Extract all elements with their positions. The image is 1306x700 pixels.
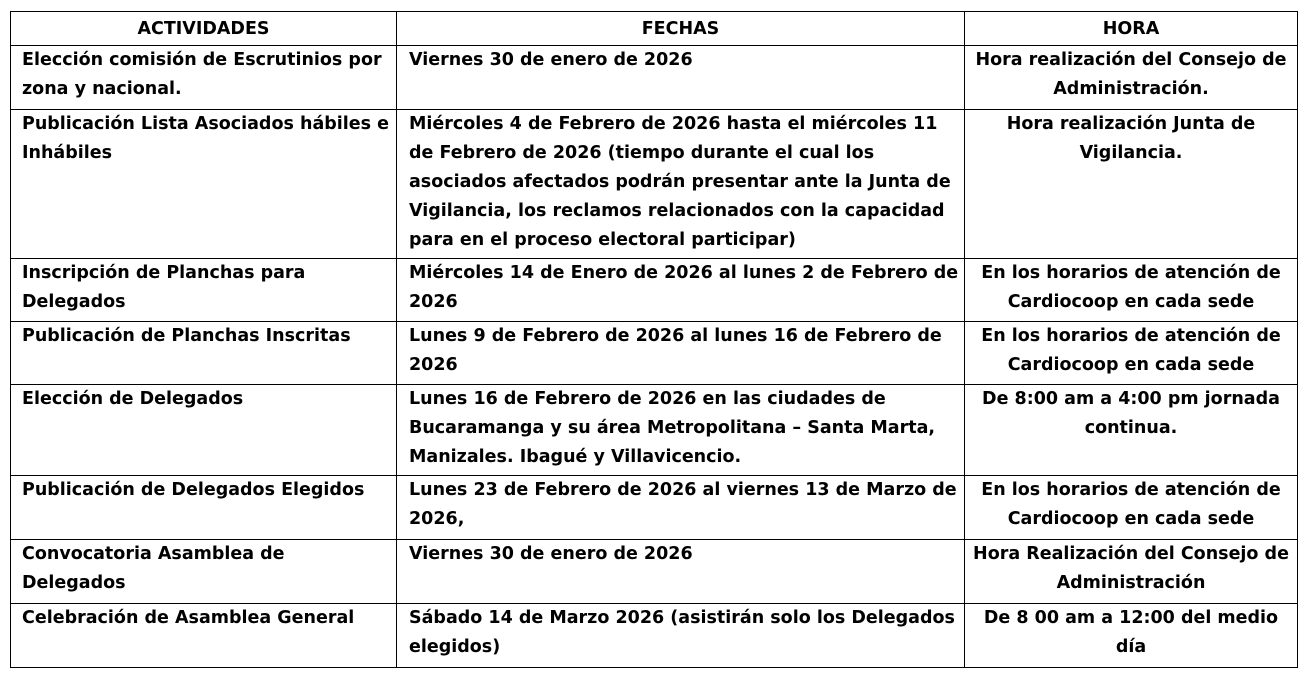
time-cell: De 8:00 am a 4:00 pm jornada continua. bbox=[965, 385, 1298, 476]
time-cell: De 8 00 am a 12:00 del medio día bbox=[965, 604, 1298, 668]
activity-cell: Publicación de Planchas Inscritas bbox=[11, 322, 397, 385]
date-cell: Viernes 30 de enero de 2026 bbox=[397, 46, 965, 110]
table-row bbox=[11, 476, 1298, 540]
table-row bbox=[11, 322, 1298, 385]
date-cell: Lunes 16 de Febrero de 2026 en las ciudades de Bucaramanga y su área Metropolitana – Santa Marta, Manizales. Ibagué y Villavicencio. bbox=[397, 385, 965, 476]
schedule-table bbox=[10, 11, 1298, 668]
header-activities: ACTIVIDADES bbox=[11, 12, 397, 46]
header-time: HORA bbox=[965, 12, 1298, 46]
activity-cell: Inscripción de Planchas para Delegados bbox=[11, 259, 397, 322]
date-cell: Sábado 14 de Marzo 2026 (asistirán solo los Delegados elegidos) bbox=[397, 604, 965, 668]
activity-cell: Celebración de Asamblea General bbox=[11, 604, 397, 668]
date-cell: Miércoles 4 de Febrero de 2026 hasta el miércoles 11 de Febrero de 2026 (tiempo durante el cual los asociados afectados podrán presentar ante la Junta de Vigilancia, los reclamos relacionados con la capacidad para en el proceso electoral participar) bbox=[397, 110, 965, 259]
time-cell: En los horarios de atención de Cardiocoop en cada sede bbox=[965, 259, 1298, 322]
activity-cell: Publicación de Delegados Elegidos bbox=[11, 476, 397, 540]
time-cell: En los horarios de atención de Cardiocoop en cada sede bbox=[965, 476, 1298, 540]
table-row bbox=[11, 540, 1298, 604]
activity-cell: Elección de Delegados bbox=[11, 385, 397, 476]
time-cell: Hora Realización del Consejo de Administración bbox=[965, 540, 1298, 604]
table-row bbox=[11, 385, 1298, 476]
date-cell: Lunes 9 de Febrero de 2026 al lunes 16 de Febrero de 2026 bbox=[397, 322, 965, 385]
date-cell: Viernes 30 de enero de 2026 bbox=[397, 540, 965, 604]
activity-cell: Convocatoria Asamblea de Delegados bbox=[11, 540, 397, 604]
table-row bbox=[11, 259, 1298, 322]
time-cell: En los horarios de atención de Cardiocoop en cada sede bbox=[965, 322, 1298, 385]
header-dates: FECHAS bbox=[397, 12, 965, 46]
date-cell: Miércoles 14 de Enero de 2026 al lunes 2 de Febrero de 2026 bbox=[397, 259, 965, 322]
activity-cell: Publicación Lista Asociados hábiles e Inhábiles bbox=[11, 110, 397, 259]
table-row bbox=[11, 46, 1298, 110]
time-cell: Hora realización Junta de Vigilancia. bbox=[965, 110, 1298, 259]
table-row bbox=[11, 110, 1298, 259]
time-cell: Hora realización del Consejo de Administración. bbox=[965, 46, 1298, 110]
header-row bbox=[11, 12, 1298, 46]
date-cell: Lunes 23 de Febrero de 2026 al viernes 13 de Marzo de 2026, bbox=[397, 476, 965, 540]
activity-cell: Elección comisión de Escrutinios por zona y nacional. bbox=[11, 46, 397, 110]
table-row bbox=[11, 604, 1298, 668]
